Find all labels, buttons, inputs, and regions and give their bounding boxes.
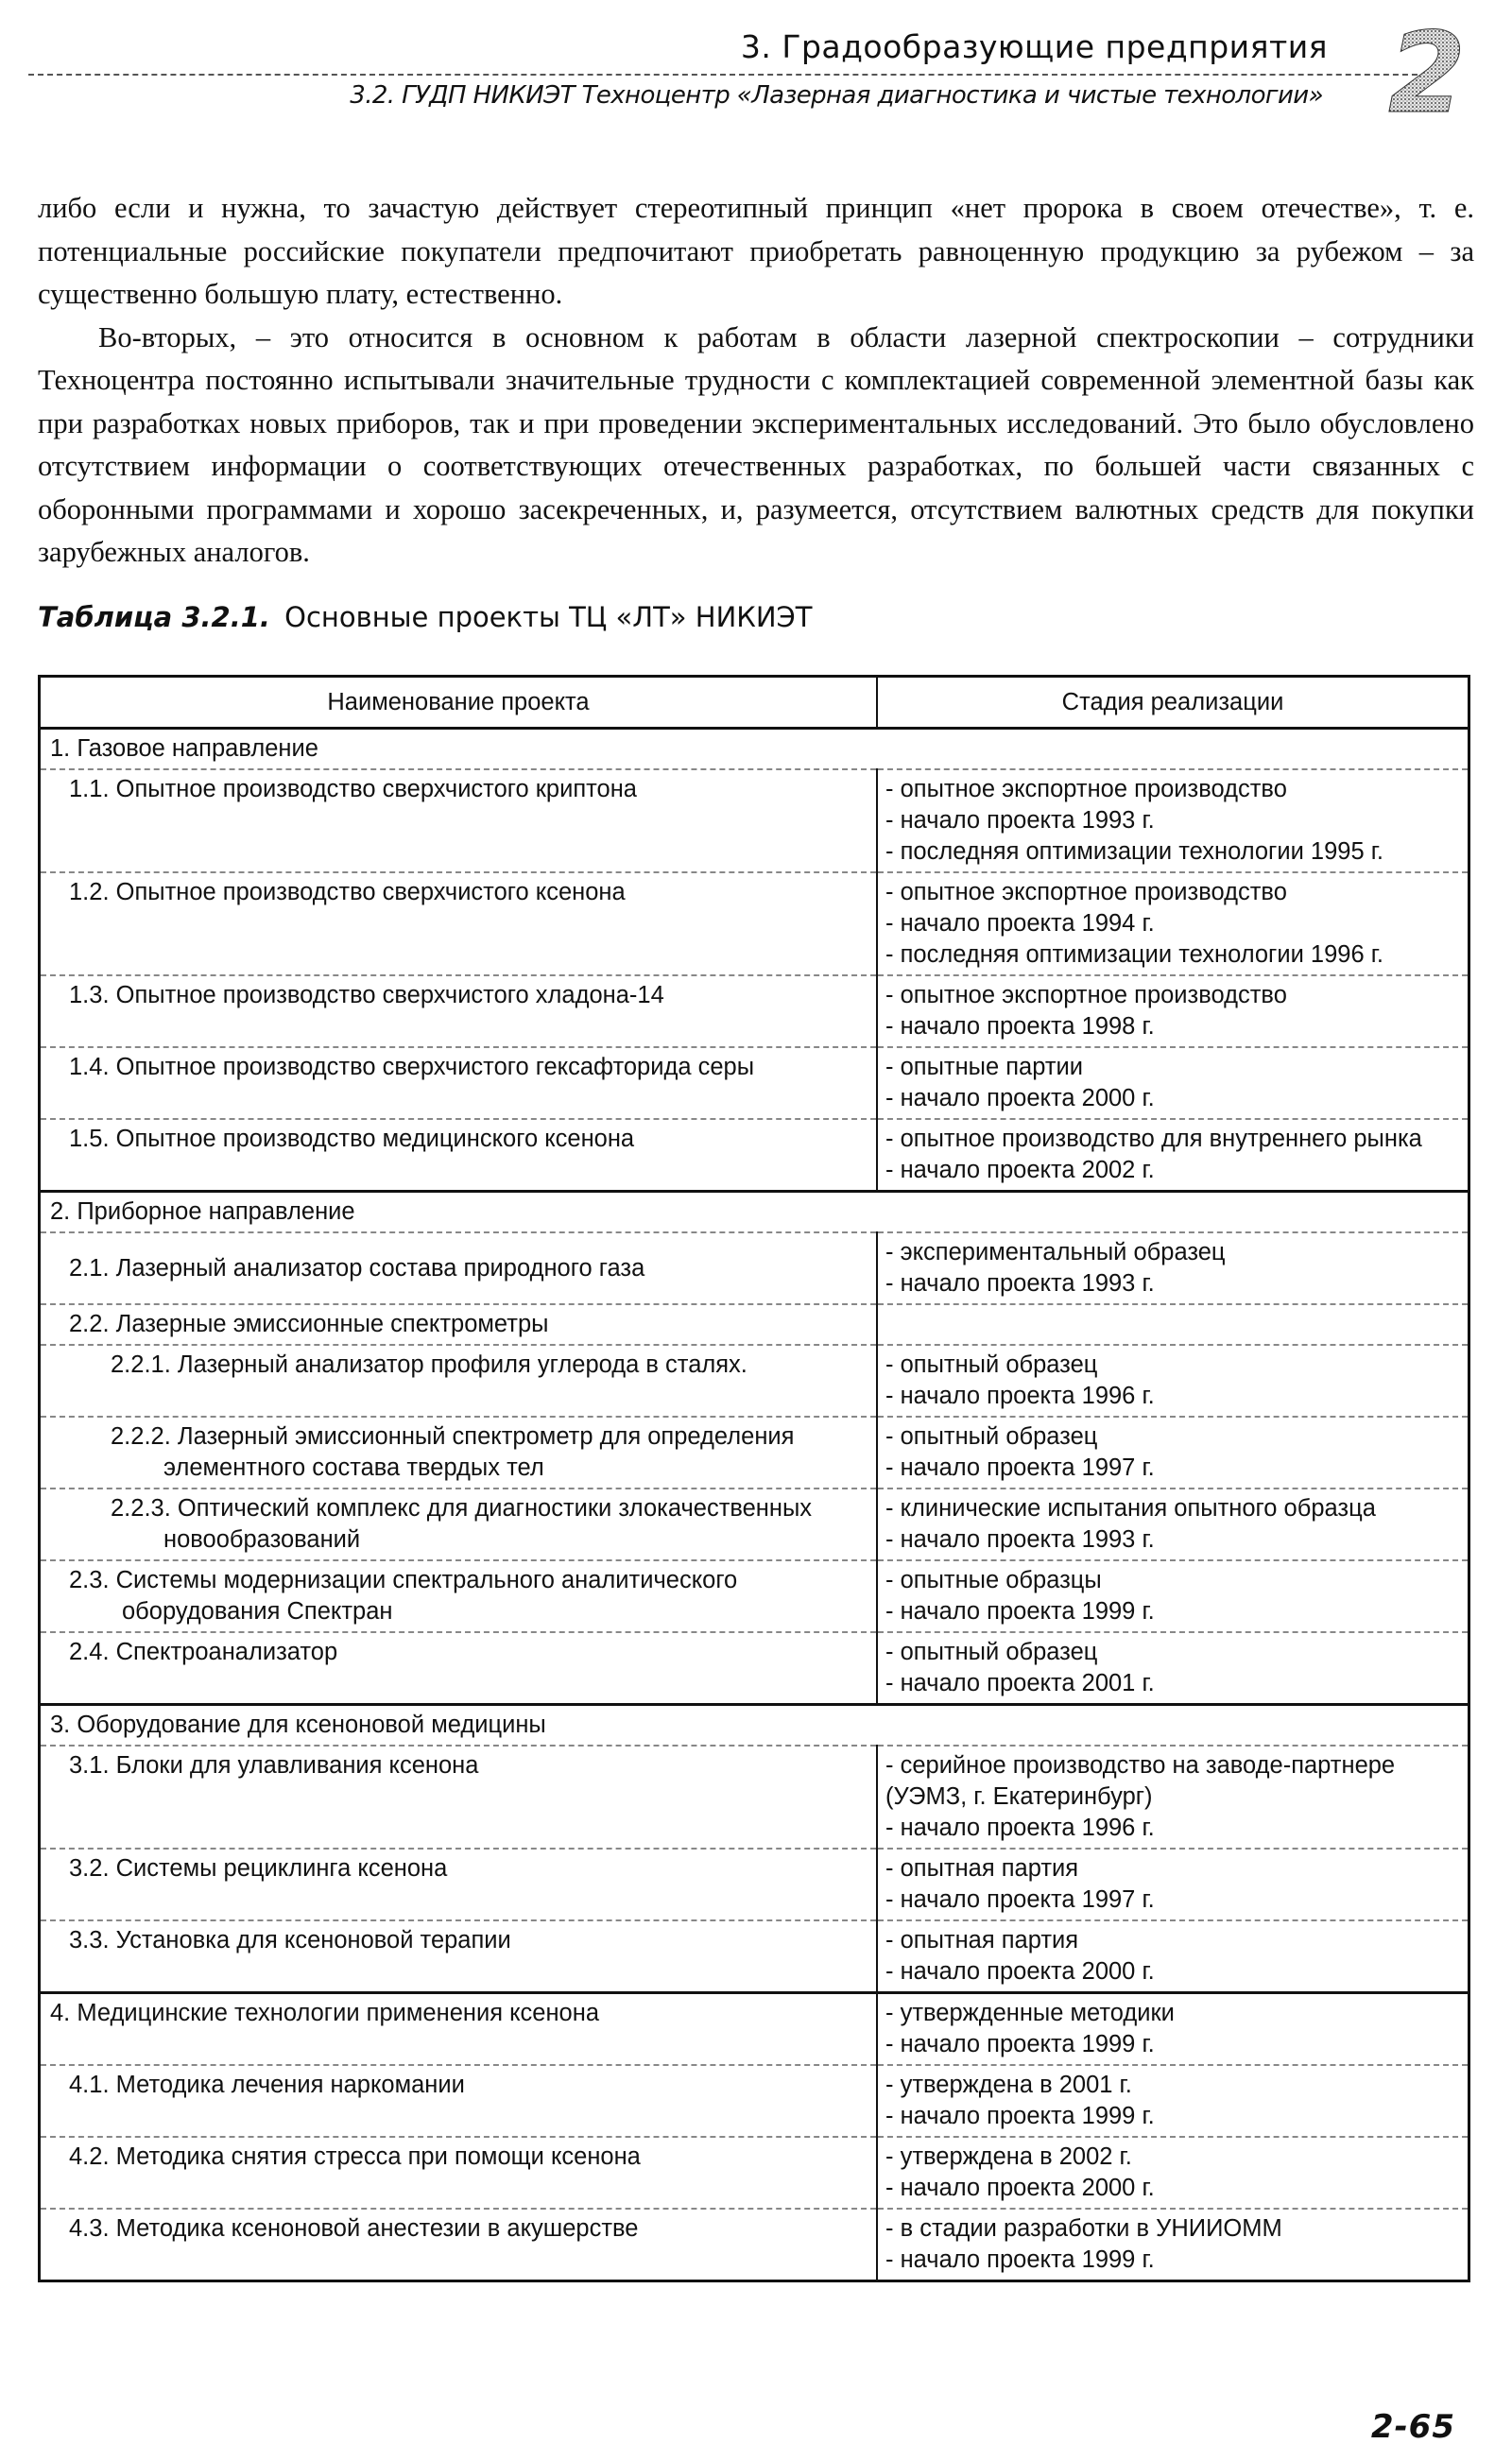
project-name: 4.3. Методика ксеноновой анестезии в акушерстве <box>69 2215 639 2242</box>
table-row <box>40 1345 1469 1417</box>
table-row <box>40 975 1469 1047</box>
project-name: 2.2.3. Оптический комплекс для диагностики злокачественных новообразований <box>111 1495 813 1553</box>
project-stage: - опытный образец - начало проекта 1997 г. <box>877 1417 1469 1489</box>
group-name: 1. Газовое направление <box>40 729 1469 770</box>
column-header-stage: Стадия реализации <box>877 677 1469 729</box>
project-stage: - экспериментальный образец - начало проекта 1993 г. <box>877 1232 1469 1304</box>
table-row <box>40 1705 1469 1747</box>
table-row <box>40 1232 1469 1304</box>
table-row <box>40 1304 1469 1345</box>
project-name: 3.3. Установка для ксеноновой терапии <box>69 1927 511 1953</box>
project-stage: - опытная партия - начало проекта 1997 г. <box>877 1849 1469 1920</box>
project-name: 2.2.2. Лазерный эмиссионный спектрометр для определения элементного состава твердых тел <box>111 1423 795 1481</box>
project-name: 1.3. Опытное производство сверхчистого хладона-14 <box>69 982 664 1008</box>
chapter-number-glyph: 2 <box>1387 23 1467 117</box>
table-row <box>40 2209 1469 2281</box>
page-number: 2-65 <box>1370 2408 1455 2446</box>
table-row <box>40 1119 1469 1192</box>
table-row <box>40 872 1469 975</box>
project-stage: - опытные образцы - начало проекта 1999 г. <box>877 1560 1469 1632</box>
project-name: 1.2. Опытное производство сверхчистого ксенона <box>69 879 626 905</box>
project-stage: - утвержденные методики - начало проекта 1999 г. <box>877 1993 1469 2066</box>
table-row <box>40 769 1469 872</box>
project-stage: - серийное производство на заводе-партнере (УЭМЗ, г. Екатеринбург) - начало проекта 1996 г. <box>877 1746 1469 1849</box>
paragraph-1: либо если и нужна, то зачастую действует стереотипный принцип «нет пророка в своем отечестве», т. е. потенциальные российские покупатели предпочитают приобретать равноценную продукцию за рубежом – за существенно большую плату, естественно. <box>38 192 1474 310</box>
table-caption <box>38 601 813 633</box>
paragraph-2: Во-вторых, – это относится в основном к работам в области лазерной спектроскопии – сотрудники Техноцентра постоянно испытывали значительные трудности с комплектацией современной элементной базы как при разработках новых приборов, так и при проведении экспериментальных исследований. Это было обусловлено отсутствием информации о соответствующих отечественных разработках, по большей части связанных с оборонными программами и хорошо засекреченных, и, разумеется, отсутствием валютных средств для покупки зарубежных аналогов. <box>38 320 1474 568</box>
project-name: 3.1. Блоки для улавливания ксенона <box>69 1752 479 1779</box>
table-row <box>40 1920 1469 1993</box>
section-title: 3.2. ГУДП НИКИЭТ Техноцентр «Лазерная диагностика и чистые технологии» <box>350 81 1323 110</box>
project-stage: - опытное экспортное производство - начало проекта 1993 г. - последняя оптимизации технологии 1995 г. <box>877 769 1469 872</box>
project-name: 3.2. Системы рециклинга ксенона <box>69 1855 448 1882</box>
group-name: 4. Медицинские технологии применения ксенона <box>40 1993 878 2066</box>
table-row <box>40 1632 1469 1705</box>
project-stage: - в стадии разработки в УНИИОММ - начало проекта 1999 г. <box>877 2209 1469 2281</box>
page-header <box>28 0 1484 123</box>
project-name: 1.1. Опытное производство сверхчистого криптона <box>69 776 637 802</box>
project-name: 2.3. Системы модернизации спектрального аналитического оборудования Спектран <box>69 1567 738 1625</box>
project-stage: - утверждена в 2001 г. - начало проекта 1999 г. <box>877 2065 1469 2137</box>
project-stage: - опытное экспортное производство - начало проекта 1994 г. - последняя оптимизации технологии 1996 г. <box>877 872 1469 975</box>
table-row <box>40 1993 1469 2066</box>
project-stage: - опытные партии - начало проекта 2000 г. <box>877 1047 1469 1119</box>
group-name: 2. Приборное направление <box>40 1192 1469 1233</box>
project-stage: - опытный образец - начало проекта 2001 г. <box>877 1632 1469 1705</box>
table-row <box>40 1849 1469 1920</box>
project-name: 1.5. Опытное производство медицинского ксенона <box>69 1126 635 1152</box>
chapter-title: 3. Градообразующие предприятия <box>740 28 1328 65</box>
header-divider <box>28 74 1427 76</box>
table-header-row <box>40 677 1469 729</box>
project-stage: - опытное экспортное производство - начало проекта 1998 г. <box>877 975 1469 1047</box>
project-stage: - опытная партия - начало проекта 2000 г. <box>877 1920 1469 1993</box>
table-row <box>40 1192 1469 1233</box>
project-name: 1.4. Опытное производство сверхчистого гексафторида серы <box>69 1054 755 1080</box>
project-stage <box>877 1304 1469 1345</box>
table-row <box>40 1560 1469 1632</box>
body-text <box>38 187 1474 575</box>
project-stage: - клинические испытания опытного образца - начало проекта 1993 г. <box>877 1489 1469 1560</box>
project-name: 2.2.1. Лазерный анализатор профиля углерода в сталях. <box>111 1351 747 1378</box>
projects-table <box>38 675 1470 2282</box>
project-name: 2.2. Лазерные эмиссионные спектрометры <box>69 1311 549 1337</box>
table-row <box>40 1746 1469 1849</box>
chapter-number-badge <box>1370 23 1484 117</box>
table-row <box>40 729 1469 770</box>
table-row <box>40 2065 1469 2137</box>
project-stage: - опытный образец - начало проекта 1996 г. <box>877 1345 1469 1417</box>
group-name: 3. Оборудование для ксеноновой медицины <box>40 1705 1469 1747</box>
project-name: 4.1. Методика лечения наркомании <box>69 2072 465 2098</box>
table-row <box>40 1047 1469 1119</box>
project-name: 4.2. Методика снятия стресса при помощи ксенона <box>69 2143 641 2170</box>
project-stage: - утверждена в 2002 г. - начало проекта 2000 г. <box>877 2137 1469 2209</box>
project-name: 2.1. Лазерный анализатор состава природного газа <box>69 1254 645 1282</box>
project-stage: - опытное производство для внутреннего рынка - начало проекта 2002 г. <box>877 1119 1469 1192</box>
table-caption-label: Таблица 3.2.1. <box>38 601 270 633</box>
table-row <box>40 1489 1469 1560</box>
table-caption-text: Основные проекты ТЦ «ЛТ» НИКИЭТ <box>284 601 813 633</box>
column-header-project: Наименование проекта <box>40 677 878 729</box>
table-row <box>40 1417 1469 1489</box>
project-name: 2.4. Спектроанализатор <box>69 1639 338 1665</box>
table-row <box>40 2137 1469 2209</box>
